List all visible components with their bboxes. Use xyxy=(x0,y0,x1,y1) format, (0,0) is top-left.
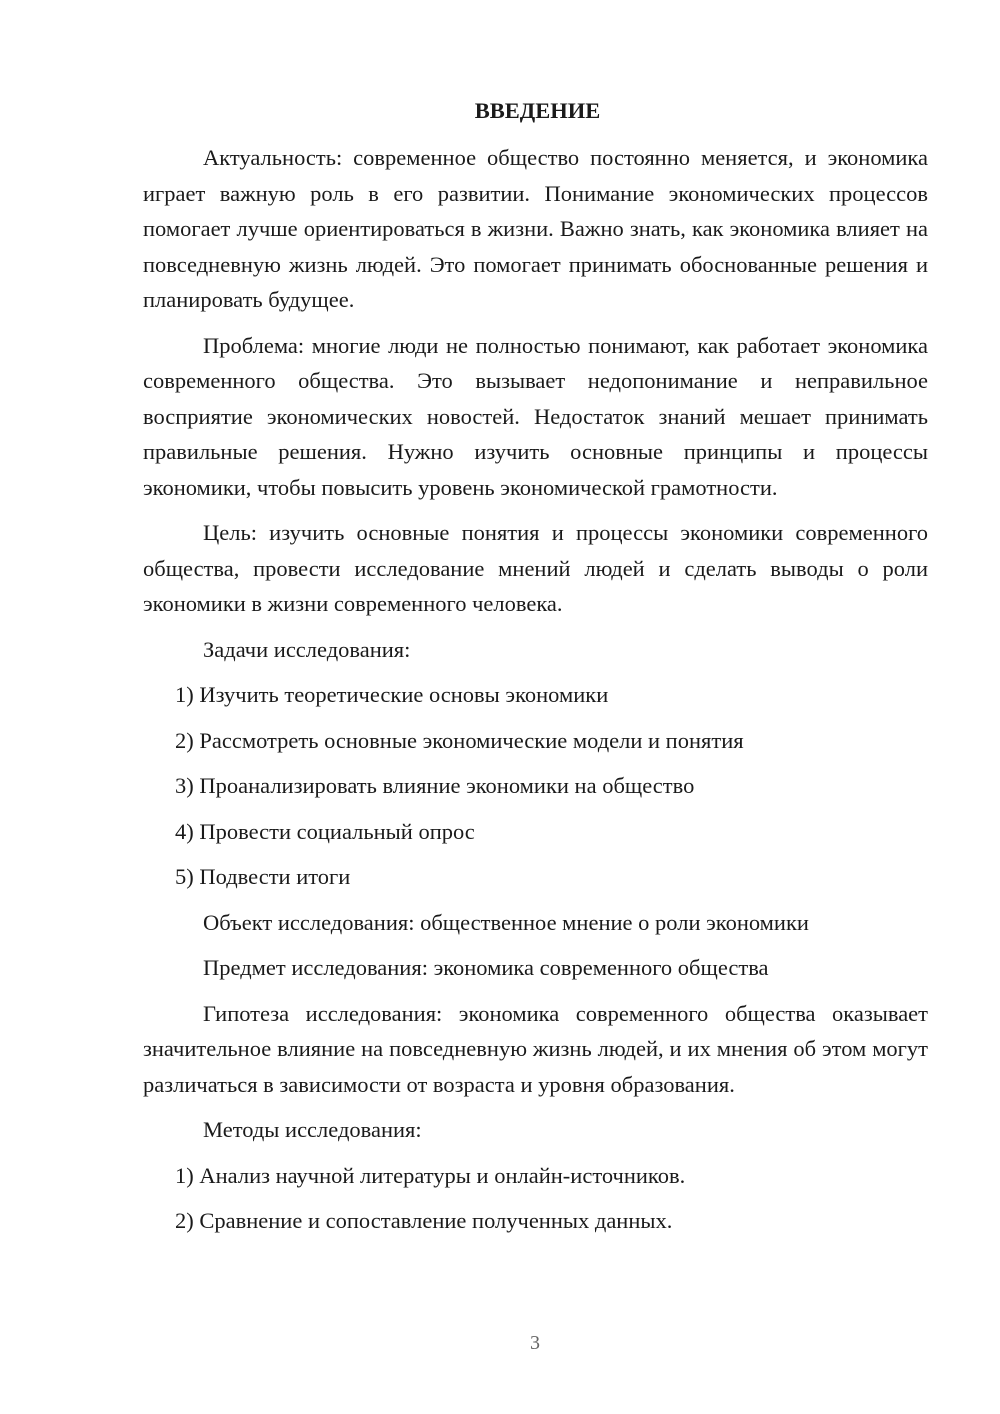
problem-paragraph: Проблема: многие люди не полностью понимают, как работает экономика современного общества. Это вызывает недопонимание и неправильное восприятие экономических новостей. Недостаток знаний мешает принимать правильные решения. Нужно изучить основные принципы и процессы экономики, чтобы повысить уровень экономической грамотности. xyxy=(143,332,928,500)
page-title: ВВЕДЕНИЕ xyxy=(474,98,601,123)
research-subject: Предмет исследования: экономика современного общества xyxy=(203,955,769,980)
relevance-paragraph: Актуальность: современное общество постоянно меняется, и экономика играет важную роль в его развитии. Понимание экономических процессов помогает лучше ориентироваться в жизни. Важно знать, как экономика влияет на повседневную жизнь людей. Это помогает принимать обоснованные решения и планировать будущее. xyxy=(143,145,928,312)
method-item: 2) Сравнение и сопоставление полученных данных. xyxy=(175,1208,673,1233)
page-number: 3 xyxy=(530,1332,540,1354)
task-item: 3) Проанализировать влияние экономики на общество xyxy=(175,773,695,798)
task-item: 4) Провести социальный опрос xyxy=(175,818,475,844)
task-item: 2) Рассмотреть основные экономические модели и понятия xyxy=(175,727,744,753)
method-item: 1) Анализ научной литературы и онлайн-источников. xyxy=(175,1162,686,1188)
methods-heading: Методы исследования: xyxy=(203,1117,422,1142)
task-item: 5) Подвести итоги xyxy=(175,864,351,889)
page-content xyxy=(143,96,928,1249)
goal-paragraph: Цель: изучить основные понятия и процессы экономики современного общества, провести исследование мнений людей и сделать выводы о роли экономики в жизни современного человека. xyxy=(143,520,928,616)
task-item: 1) Изучить теоретические основы экономики xyxy=(175,682,609,707)
research-object: Объект исследования: общественное мнение о роли экономики xyxy=(203,909,809,935)
hypothesis-paragraph: Гипотеза исследования: экономика современного общества оказывает значительное влияние на повседневную жизнь людей, и их мнения об этом могут различаться в зависимости от возраста и уровня образования. xyxy=(143,1000,928,1097)
tasks-heading: Задачи исследования: xyxy=(203,636,411,662)
